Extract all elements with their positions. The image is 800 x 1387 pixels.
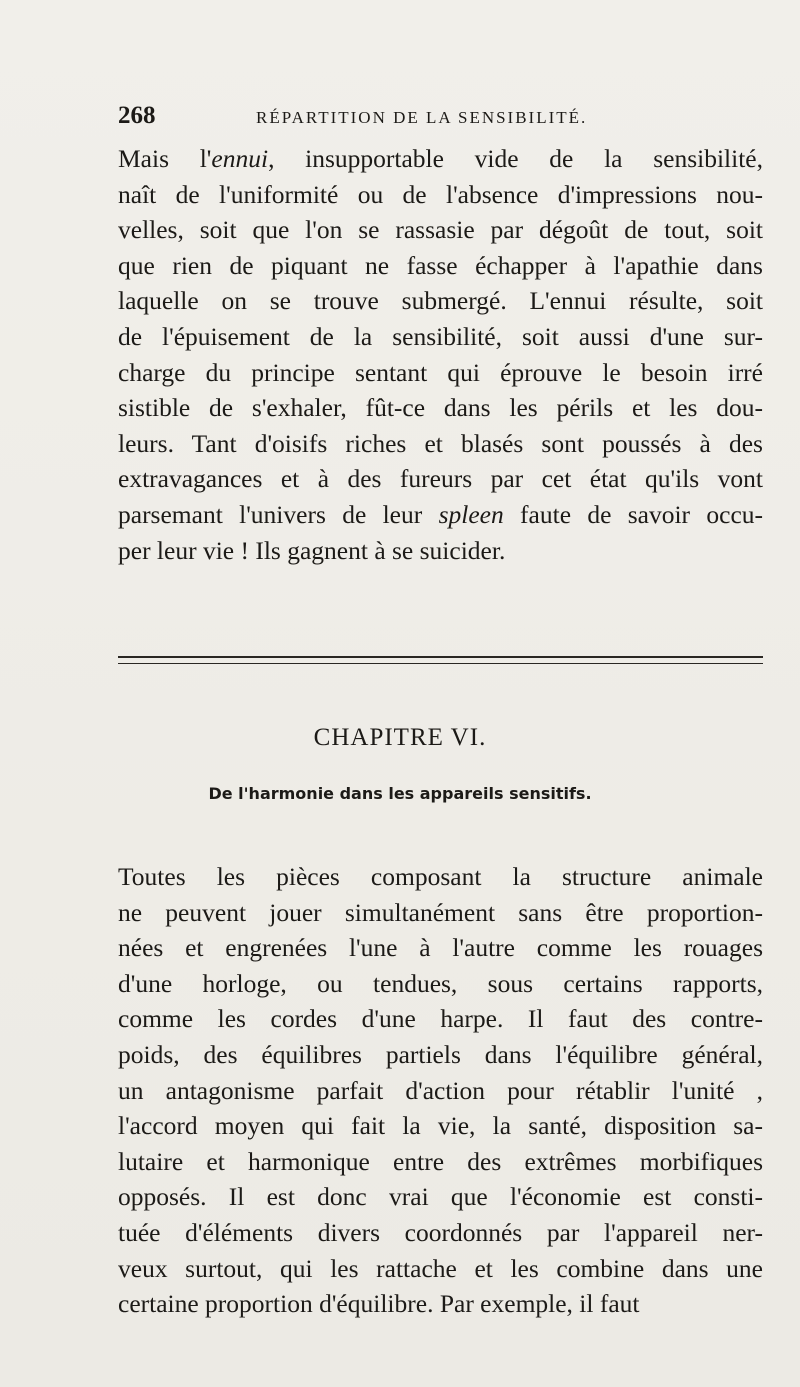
text-line: leurs. Tant d'oisifs riches et blasés sont poussés à des: [118, 428, 763, 458]
text-line: [118, 141, 763, 177]
running-title: RÉPARTITION DE LA SENSIBILITÉ.: [256, 108, 588, 127]
text-line: nées et engrenées l'une à l'autre comme les rouages: [118, 933, 763, 963]
text-line: naît de l'uniformité ou de l'absence d'impressions nou-: [118, 179, 763, 209]
text-segment: Mais l': [118, 144, 212, 173]
text-line: laquelle on se trouve submergé. L'ennui résulte, soit: [118, 286, 763, 316]
text-line: ne peuvent jouer simultanément sans être proportion-: [118, 897, 763, 927]
text-line: velles, soit que l'on se rassasie par dégoût de tout, soit: [118, 215, 763, 245]
text-line: [118, 497, 763, 533]
chapter-divider-thick: [118, 656, 763, 658]
text-line: Toutes les pièces composant la structure animale: [118, 862, 763, 891]
text-line: extravagances et à des fureurs par cet état qu'ils vont: [118, 464, 763, 494]
text-line: d'une horloge, ou tendues, sous certains rapports,: [118, 968, 763, 998]
chapter-divider-thin: [118, 663, 763, 664]
chapter-title: CHAPITRE VI.: [313, 724, 487, 751]
text-line: per leur vie ! Ils gagnent à se suicider.: [118, 535, 506, 565]
text-line: poids, des équilibres partiels dans l'équilibre général,: [118, 1039, 763, 1069]
text-line: un antagonisme parfait d'action pour rétablir l'unité ,: [118, 1075, 763, 1105]
text-line: veux surtout, qui les rattache et les combine dans une: [118, 1253, 763, 1283]
text-line: opposés. Il est donc vrai que l'économie est consti-: [118, 1182, 763, 1212]
text-line: lutaire et harmonique entre des extrêmes morbifiques: [118, 1146, 763, 1176]
chapter-subtitle: De l'harmonie dans les appareils sensitifs.: [208, 784, 592, 803]
text-segment: faute de savoir occu-: [503, 499, 764, 529]
text-line: que rien de piquant ne fasse échapper à l'apathie dans: [118, 250, 763, 280]
text-line: certaine proportion d'équilibre. Par exemple, il faut: [118, 1289, 640, 1319]
text-line: de l'épuisement de la sensibilité, soit aussi d'une sur-: [118, 321, 763, 351]
text-line: comme les cordes d'une harpe. Il faut des contre-: [118, 1004, 763, 1034]
italic-word: spleen: [438, 499, 504, 529]
text-line: l'accord moyen qui fait la vie, la santé, disposition sa-: [118, 1111, 763, 1141]
text-line: charge du principe sentant qui éprouve le besoin irré: [118, 357, 763, 387]
text-line: sistible de s'exhaler, fût-ce dans les périls et les dou-: [118, 393, 763, 423]
text-segment: parsemant l'univers de leur: [118, 499, 439, 529]
paragraph-harmonie: [118, 859, 763, 1322]
paragraph-ennui: [118, 141, 763, 568]
text-line: tuée d'éléments divers coordonnés par l'appareil ner-: [118, 1217, 763, 1247]
text-segment: , insupportable vide de la sensibilité,: [268, 144, 763, 173]
italic-word: ennui: [211, 144, 269, 173]
page-number: 268: [118, 102, 156, 129]
